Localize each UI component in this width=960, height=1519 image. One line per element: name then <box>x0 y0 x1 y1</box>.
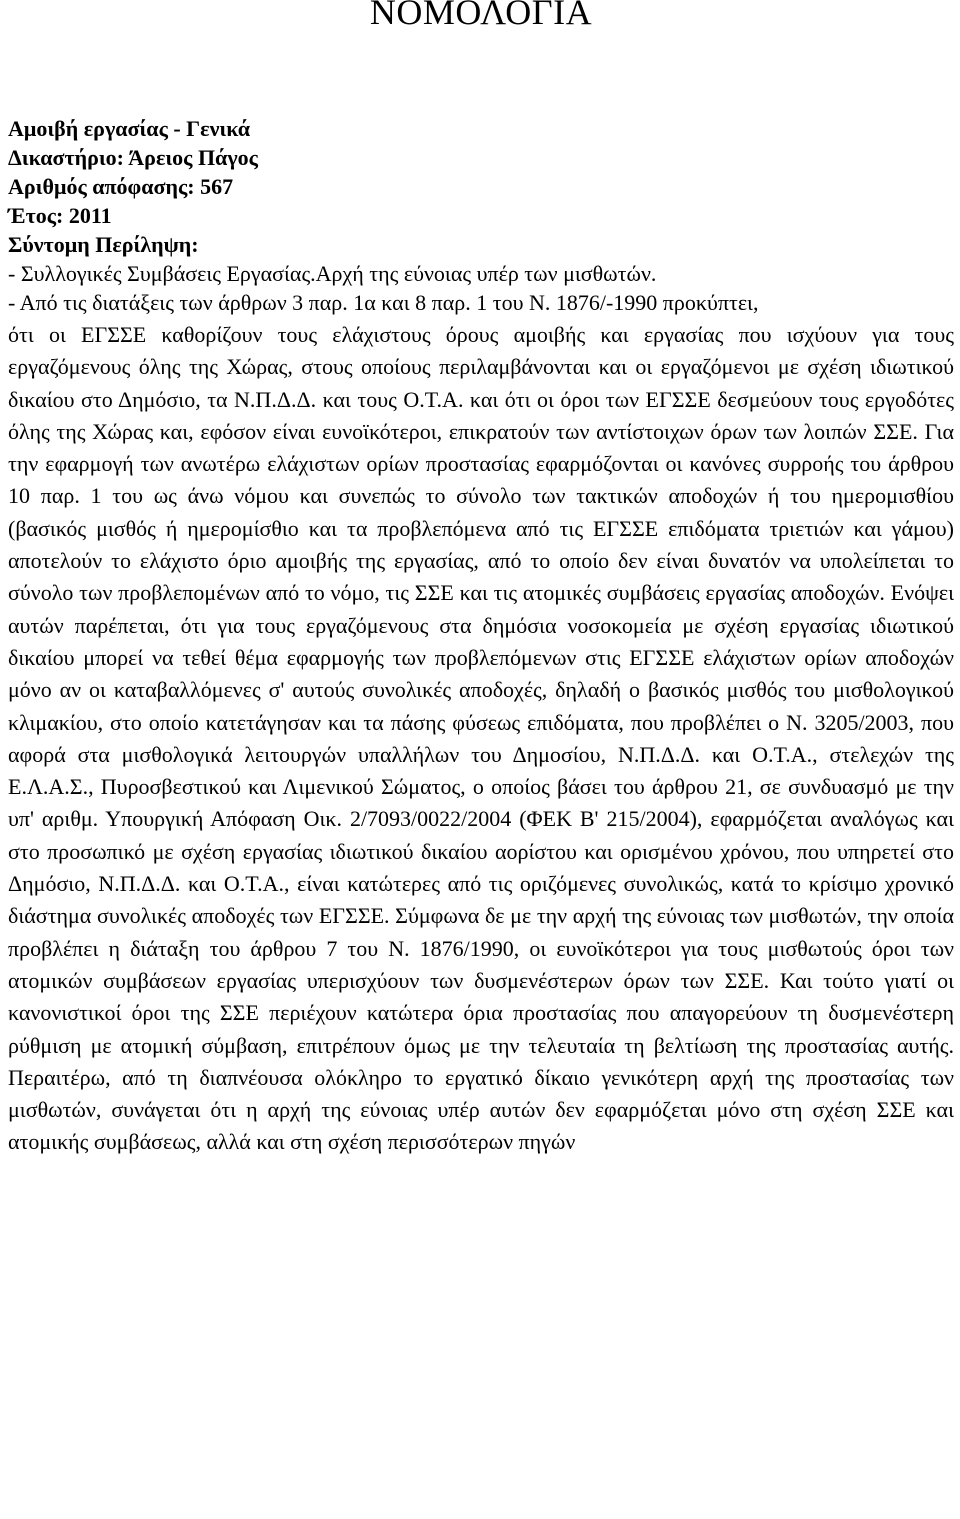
case-court: Δικαστήριο: Άρειος Πάγος <box>8 145 258 170</box>
summary-heading: Σύντομη Περίληψη: <box>8 232 199 257</box>
document-title: ΝΟΜΟΛΟΓΙΑ <box>369 0 593 32</box>
case-decision-number: Αριθμός απόφασης: 567 <box>8 174 234 199</box>
summary-body-text: ότι οι ΕΓΣΣΕ καθορίζουν τους ελάχιστους όρους αμοιβής και εργασίας που ισχύουν για τους εργαζόμενους όλης της Χώρας, στους οποίους περιλαμβάνονται και οι εργαζόμενοι με σχέση ιδιωτικού δικαίου στο Δημόσιο, τα Ν.Π.Δ.Δ. και τους Ο.Τ.Α. και ότι οι όροι των ΕΓΣΣΕ δεσμεύουν τους εργοδότες όλης της Χώρας και, εφόσον είναι ευνοϊκότεροι, επικρατούν των αντίστοιχων όρων των λοιπών ΣΣΕ. Για την εφαρμογή των ανωτέρω ελάχιστων ορίων προστασίας εφαρμόζονται οι κανόνες συρροής του άρθρου 10 παρ. 1 του ως άνω νόμου και συνεπώς το σύνολο των τακτικών αποδοχών ή του ημερομισθίου (βασικός μισθός ή ημερομίσθιο και τα προβλεπόμενα από τις ΕΓΣΣΕ επιδόματα τριετιών και γάμου) αποτελούν το ελάχιστο όριο αμοιβής της εργασίας, από το οποίο δεν είναι δυνατόν να υπολείπεται το σύνολο των προβλεπομένων από το νόμο, τις ΣΣΕ και τις ατομικές συμβάσεις εργασίας αποδοχών. Ενόψει αυτών παρέπεται, ότι για τους εργαζόμενους στα δημόσια νοσοκομεία με σχέση εργασίας ιδιωτικού δικαίου μπορεί να τεθεί θέμα εφαρμογής των προβλεπόμενων στις ΕΓΣΣΕ ελάχιστων ορίων αποδοχών μόνο αν οι καταβαλλόμενες σ' αυτούς συνολικές αποδοχές, δηλαδή ο βασικός μισθός του μισθολογικού κλιμακίου, στο οποίο κατετάγησαν και τα πάσης φύσεως επιδόματα, που προβλέπει ο Ν. 3205/2003, που αφορά στα μισθολογικά λειτουργών υπαλλήλων του Δημοσίου, Ν.Π.Δ.Δ. και Ο.Τ.Α., στελεχών της Ε.Λ.Α.Σ., Πυροσβεστικού και Λιμενικού Σώματος, ο οποίος βάσει του άρθρου 21, σε συνδυασμό με την υπ' αριθμ. Υπουργική Απόφαση Οικ. 2/7093/0022/2004 (ΦΕΚ Β' 215/2004), εφαρμόζεται αναλόγως και στο προσωπικό με σχέση εργασίας ιδιωτικού δικαίου αορίστου και ορισμένου χρόνου, που υπηρετεί στο Δημόσιο, Ν.Π.Δ.Δ. και Ο.Τ.Α., είναι κατώτερες από τις οριζόμενες συνολικώς, κατά το κρίσιμο χρονικό διάστημα συνολικές αποδοχές των ΕΓΣΣΕ. Σύμφωνα δε με την αρχή της εύνοιας των μισθωτών, την οποία προβλέπει η διάταξη του άρθρου 7 του Ν. 1876/1990, οι ευνοϊκότεροι για τους μισθωτούς όροι των ατομικών συμβάσεων εργασίας υπερισχύουν των δυσμενέστερων όρων των ΣΣΕ. Και τούτο γιατί οι κανονιστικοί όροι της ΣΣΕ περιέχουν κατώτερα όρια προστασίας που απαγορεύουν τη δυσμενέστερη ρύθμιση με ατομική σύμβαση, επιτρέπουν όμως με την τελευταία τη βελτίωση της προστασίας αυτής. Περαιτέρω, από τη διαπνέουσα ολόκληρο το εργατικό δίκαιο γενικότερη αρχή της προστασίας των μισθωτών, συνάγεται ότι η αρχή της εύνοιας υπέρ αυτών δεν εφαρμόζεται μόνο στη σχέση ΣΣΕ και ατομικής συμβάσεως, αλλά και στη σχέση περισσότερων πηγών <box>8 322 954 1155</box>
document-page <box>8 0 954 1157</box>
case-year: Έτος: 2011 <box>8 203 112 228</box>
summary-line-2: - Από τις διατάξεις των άρθρων 3 παρ. 1α και 8 παρ. 1 του Ν. 1876/-1990 προκύπτει, <box>8 290 759 315</box>
case-metadata <box>8 114 954 259</box>
case-subject: Αμοιβή εργασίας - Γενικά <box>8 116 251 141</box>
summary-line-1: - Συλλογικές Συμβάσεις Εργασίας.Αρχή της εύνοιας υπέρ των μισθωτών. <box>8 261 657 286</box>
